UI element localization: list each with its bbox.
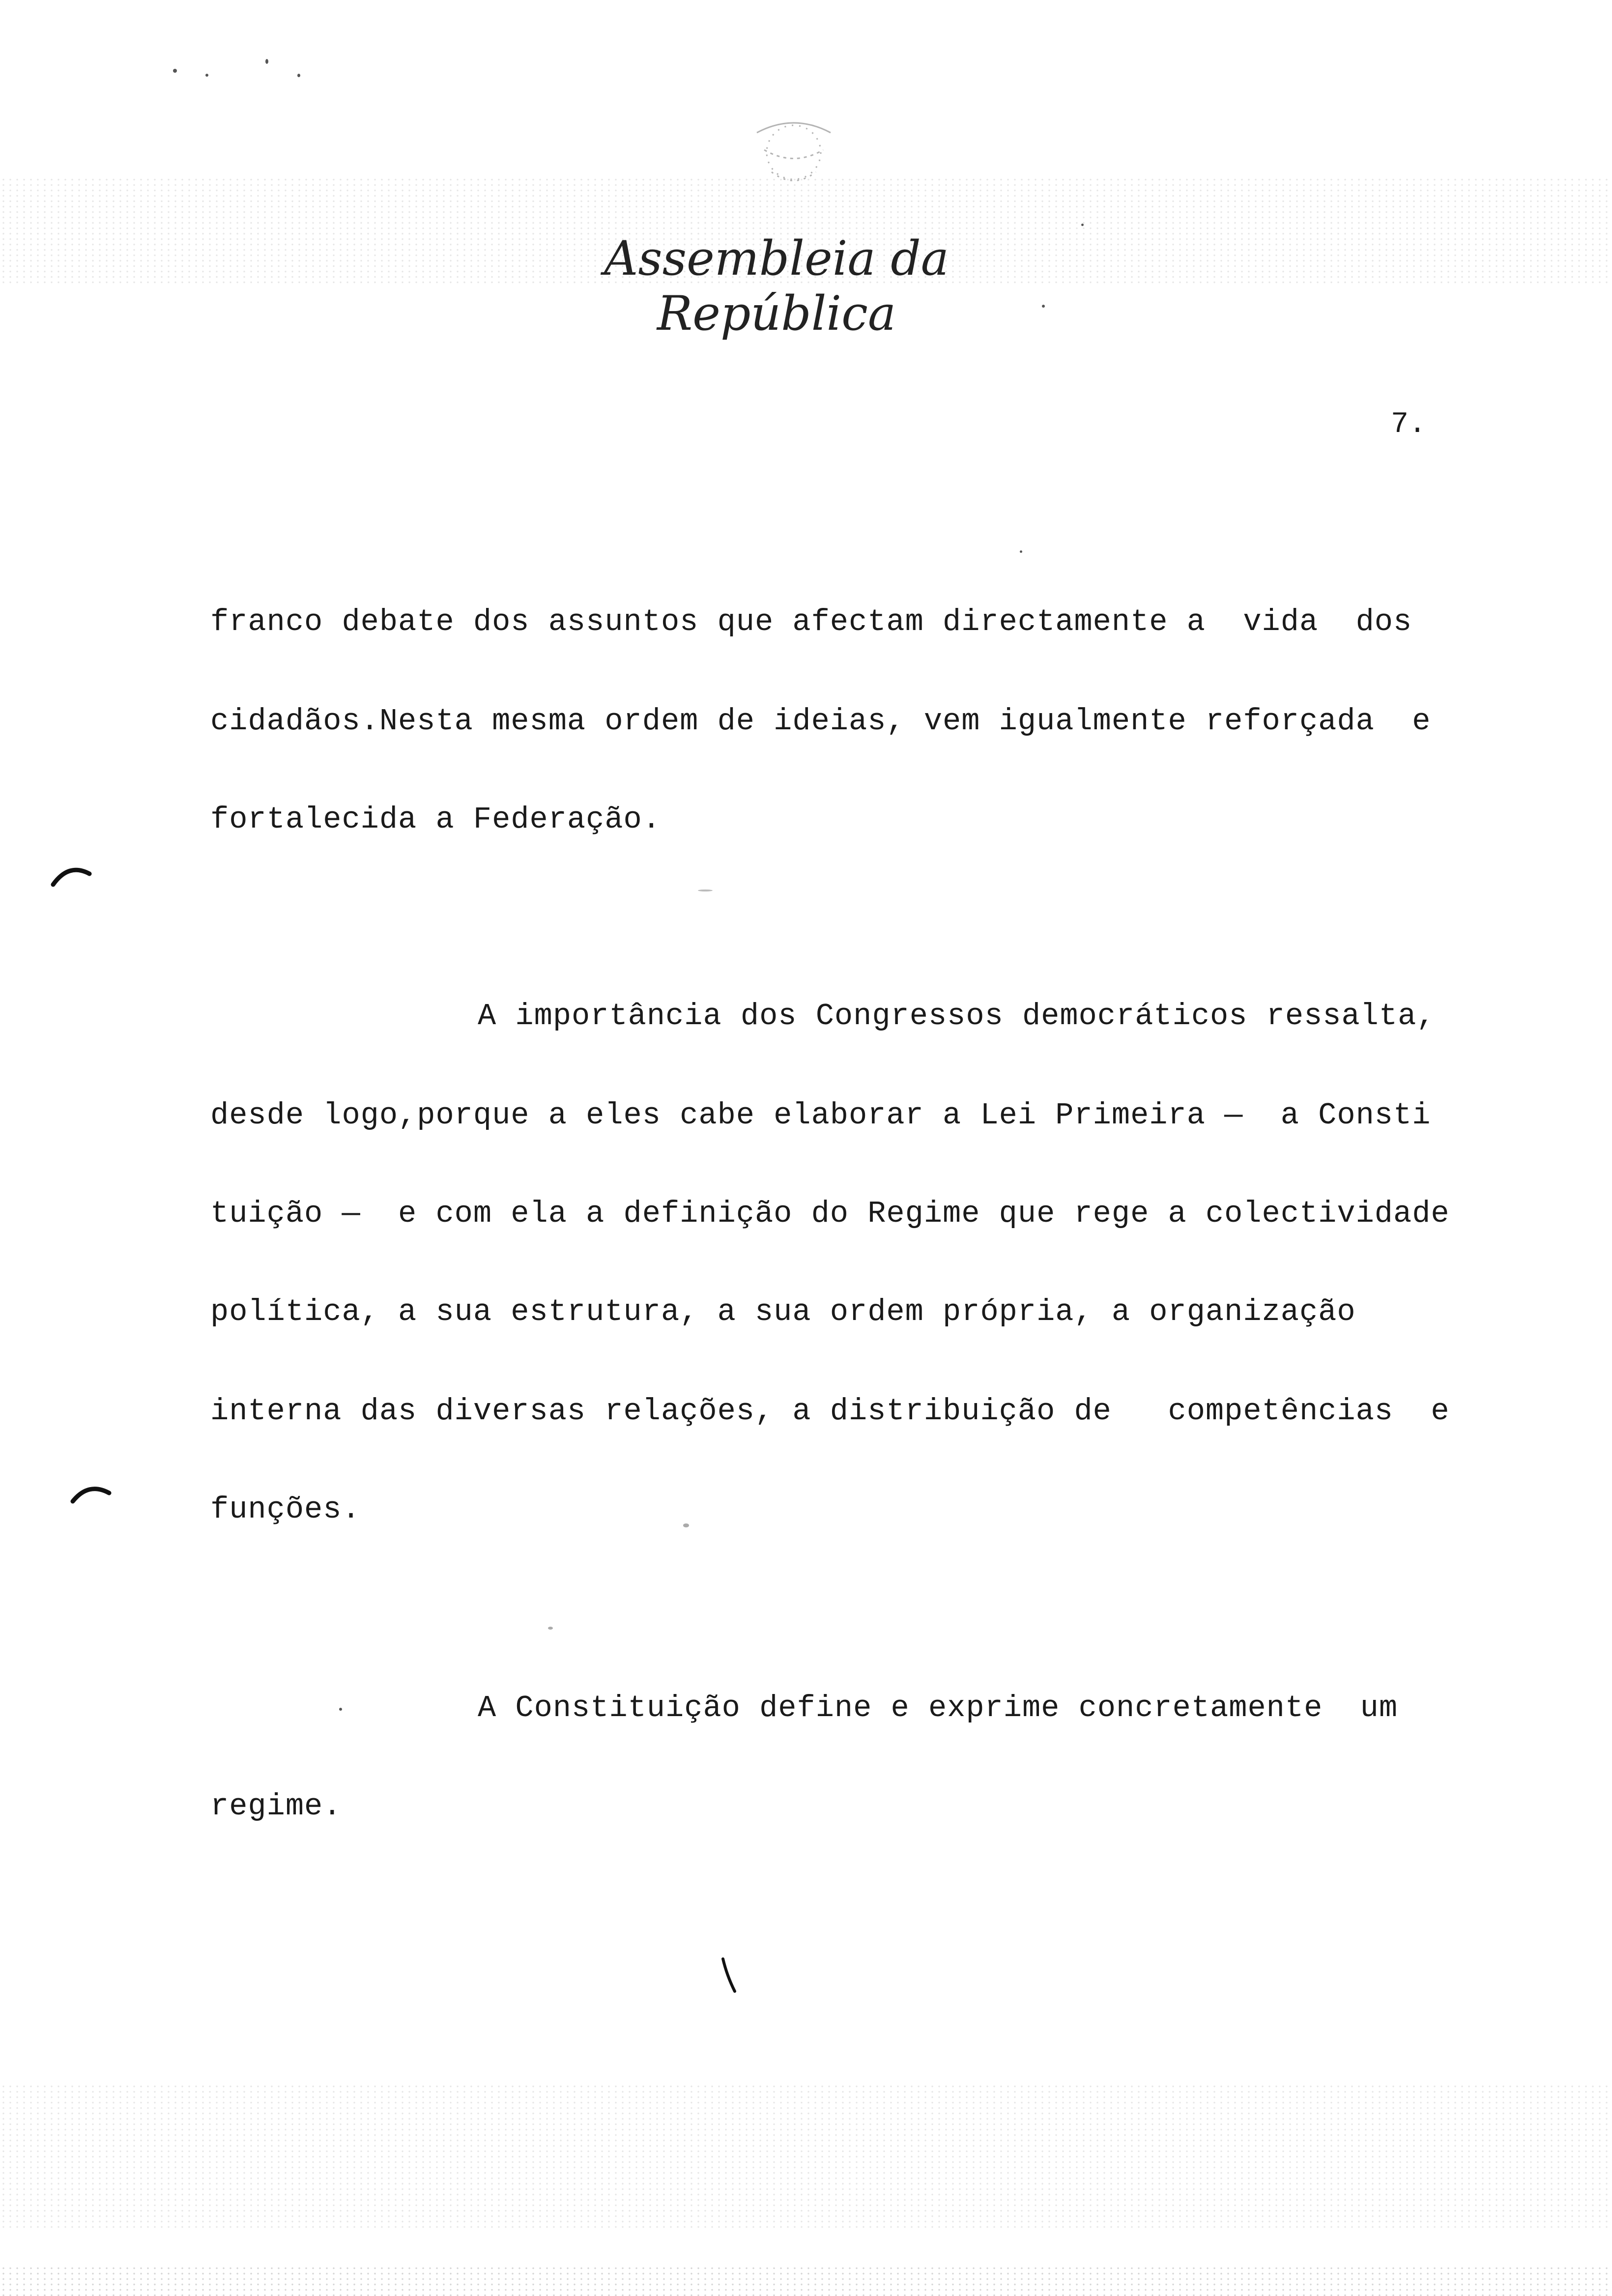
stray-pen-mark xyxy=(720,1956,740,1995)
speck xyxy=(265,59,268,64)
punch-hole-mark-upper xyxy=(49,860,93,890)
speck xyxy=(205,74,208,77)
coat-of-arms-emblem xyxy=(737,103,850,216)
speck xyxy=(1081,224,1084,226)
body-line-10: A Constituição define e exprime concretamente um xyxy=(478,1691,1398,1725)
page-number: 7. xyxy=(1391,408,1427,441)
speck xyxy=(339,1708,342,1711)
body-line-11: regime. xyxy=(210,1789,342,1824)
body-line-6: tuição — e com ela a definição do Regime que rege a colectividade xyxy=(210,1196,1450,1231)
body-line-8: interna das diversas relações, a distribuição de competências e xyxy=(210,1394,1450,1429)
speck xyxy=(698,890,713,891)
body-line-3: fortalecida a Federação. xyxy=(210,802,661,837)
speck xyxy=(297,74,300,77)
scan-noise-bottom xyxy=(0,2084,1612,2231)
speck xyxy=(1042,305,1045,308)
speck xyxy=(173,69,177,73)
body-line-9: funções. xyxy=(210,1492,361,1527)
institution-header: Assembleia da República xyxy=(604,231,949,341)
speck xyxy=(548,1627,553,1630)
punch-hole-mark-lower xyxy=(69,1479,113,1509)
body-line-4: A importância dos Congressos democráticos ressalta, xyxy=(478,999,1436,1033)
body-line-1: franco debate dos assuntos que afectam directamente a vida dos xyxy=(210,604,1412,639)
scan-noise-edge xyxy=(0,2266,1612,2296)
body-line-5: desde logo,porque a eles cabe elaborar a Lei Primeira — a Consti xyxy=(210,1098,1431,1133)
body-line-2: cidadãos.Nesta mesma ordem de ideias, vem igualmente reforçada e xyxy=(210,704,1431,739)
body-line-7: política, a sua estrutura, a sua ordem própria, a organização xyxy=(210,1294,1356,1329)
speck xyxy=(1020,550,1022,553)
speck xyxy=(683,1523,689,1527)
